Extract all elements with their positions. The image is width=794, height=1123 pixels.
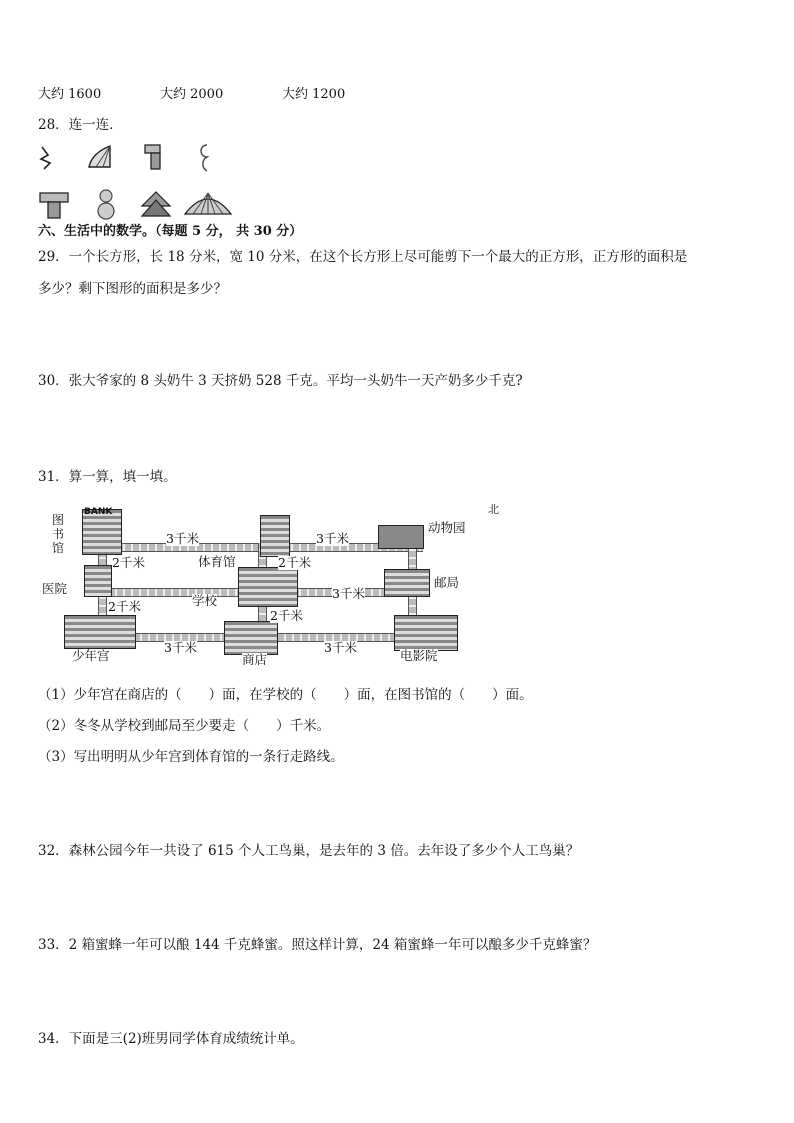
tree-full-icon — [140, 190, 172, 220]
section-6-heading: 六、生活中的数学。（每题 5 分， 共 30 分） — [38, 224, 303, 239]
umbrella-full-icon — [183, 190, 233, 218]
school-building — [238, 567, 298, 607]
approx-1: 大约 1600 — [38, 87, 102, 102]
dist-shop-cinema: 3千米 — [324, 640, 357, 655]
q31-sub2: （2）冬冬从学校到邮局至少要走（ ）千米。 — [38, 718, 331, 734]
snowman-full-icon — [95, 188, 117, 220]
q33-text: 33．2 箱蜜蜂一年可以酿 144 千克蜂蜜。照这样计算，24 箱蜜蜂一年可以酿多少千克蜂蜜？ — [38, 937, 597, 953]
bank-sign: BANK — [84, 507, 113, 517]
sparkle-fragment-icon — [38, 145, 60, 171]
dist-hosp-youth: 2千米 — [108, 599, 141, 614]
dist-lib-hosp: 2千米 — [112, 555, 145, 570]
label-hospital: 医院 — [42, 581, 68, 596]
label-zoo: 动物园 — [428, 520, 466, 535]
dist-gym-school: 2千米 — [278, 555, 311, 570]
q28-title: 28．连一连． — [38, 117, 123, 133]
shop-building — [224, 621, 278, 655]
q34-text: 34．下面是三(2)班男同学体育成绩统计单。 — [38, 1031, 304, 1047]
label-cinema: 电影院 — [400, 648, 438, 663]
q29-line2: 多少？剩下图形的面积是多少？ — [38, 281, 227, 297]
label-post: 邮局 — [434, 575, 460, 590]
q32-text: 32．森林公园今年一共设了 615 个人工鸟巢，是去年的 3 倍。去年设了多少个人工鸟巢？ — [38, 843, 580, 859]
dist-gym-zoo: 3千米 — [316, 531, 349, 546]
label-library: 图书馆 — [52, 513, 68, 555]
umbrella-half-icon — [86, 143, 114, 171]
gym-building — [260, 515, 290, 557]
approx-2: 大约 2000 — [160, 87, 224, 102]
label-north: 北 — [488, 503, 499, 516]
label-shop: 商店 — [242, 652, 268, 667]
label-school: 学校 — [192, 593, 218, 608]
snowman-half-icon — [195, 143, 211, 173]
dist-school-shop: 2千米 — [270, 608, 303, 623]
approx-3: 大约 1200 — [282, 87, 346, 102]
dist-lib-gym: 3千米 — [166, 531, 199, 546]
q31-sub1: （1）少年宫在商店的（ ）面，在学校的（ ）面，在图书馆的（ ）面。 — [38, 687, 533, 703]
cinema-building — [394, 615, 458, 651]
stool-half-icon — [142, 143, 162, 171]
q31-title: 31．算一算，填一填。 — [38, 469, 177, 485]
q29-line1: 29．一个长方形，长 18 分米，宽 10 分米，在这个长方形上尽可能剪下一个最大的正方形，正方形的面积是 — [38, 249, 688, 265]
zoo-building — [378, 525, 424, 549]
q30-text: 30．张大爷家的 8 头奶牛 3 天挤奶 528 千克。平均一头奶牛一天产奶多少千克? — [38, 373, 523, 389]
dist-school-post: 3千米 — [332, 586, 365, 601]
label-youth-palace: 少年宫 — [72, 648, 110, 663]
city-map — [38, 503, 518, 668]
youth-palace-building — [64, 615, 136, 649]
q31-sub3: （3）写出明明从少年宫到体育馆的一条行走路线。 — [38, 749, 344, 765]
post-building — [384, 569, 430, 597]
label-gym: 体育馆 — [198, 554, 236, 569]
hospital-building — [84, 565, 112, 597]
dist-youth-shop: 3千米 — [164, 640, 197, 655]
stool-full-icon — [38, 190, 70, 220]
